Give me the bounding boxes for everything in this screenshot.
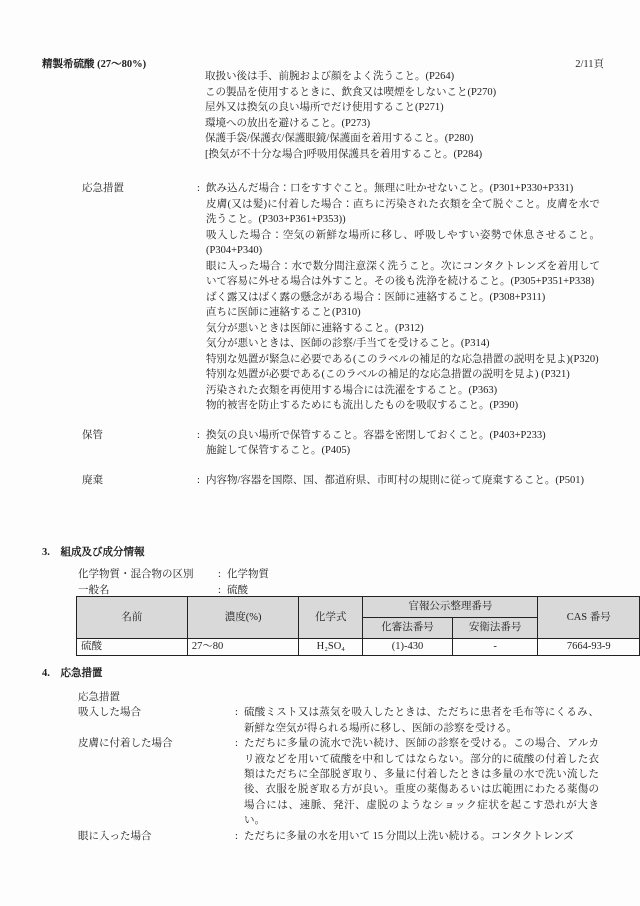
first-aid-item-label: 皮膚に付着した場合 [78,738,173,750]
precaution-statements-block [205,69,600,162]
col-header-anei-law: 安衛法番号 [452,618,538,639]
statement-line: 施錠して保管すること。(P405) [206,445,351,456]
section-title: 組成及び成分情報 [60,547,145,558]
first-aid-item-label: 吸入した場合 [78,707,141,719]
precaution-line: 取扱い後は手、前腕および顔をよく洗うこと。(P264) [205,71,455,82]
composition-table [76,596,640,656]
statement-list [206,181,600,414]
precaution-line: この製品を使用するときに、飲食又は喫煙をしないこと(P270) [205,86,497,98]
storage-row [82,428,600,459]
statement-list [206,473,600,489]
statement-line: 換気の良い場所で保管すること。容器を密閉しておくこと。(P403+P233) [206,429,546,441]
statement-line: 飲み込んだ場合：口をすすぐこと。無理に吐かせないこと。(P301+P330+P331) [206,183,574,194]
label-statement-rows [82,181,600,502]
col-header-kashin-law: 化審法番号 [363,618,453,639]
field-value: 硫酸 [227,584,248,596]
cell-anei-number: - [452,639,538,656]
row-colon: : [197,429,200,441]
statement-line: 直ちに医師に連絡すること(P310) [206,307,361,318]
first-aid-item-text: 硫酸ミスト又は蒸気を吸入したときは、ただちに患者を毛布等にくるみ、新鮮な空気が得られる場所に移し、医師の診察を受ける。 [244,707,599,734]
col-header-gazette-number: 官報公示整理番号 [363,597,538,618]
disposal-row [82,473,600,489]
cell-concentration: 27～80 [187,639,299,656]
section-number: 4. [42,668,50,679]
cell-formula: H₂SO₄ [299,639,363,656]
statement-line: 汚染された衣類を再使用する場合には洗濯をすること。(P363) [206,384,498,396]
precaution-line: 保護手袋/保護衣/保護眼鏡/保護面を着用すること。(P280) [205,133,474,144]
section4-heading [42,666,103,682]
field-label: 一般名 [78,584,110,596]
precaution-line: [換気が不十分な場合]呼吸用保護具を着用すること。(P284) [205,148,483,160]
cell-kashin-number: (1)-430 [363,639,453,656]
col-header-name: 名前 [77,597,188,639]
statement-line: 内容物/容器を国際、国、都道府県、市町村の規則に従って廃棄すること。(P501) [206,474,584,486]
statement-line: 眼に入った場合：水で数分間注意深く洗うこと。次にコンタクトレンズを着用していて容易に外せる場合は外すこと。その後も洗浄を続けること。(P305+P351+P338) [206,260,600,287]
field-row [78,567,598,583]
col-header-cas: CAS 番号 [538,597,640,639]
row-label: 保管 [82,429,103,441]
statement-line: 気分が悪いときは医師に連絡すること。(P312) [206,322,424,334]
section3-heading [42,545,145,561]
first-aid-subheading: 応急措置 [78,692,120,703]
row-colon: : [197,183,200,194]
col-header-concentration: 濃度(%) [187,597,299,639]
first-aid-item [78,736,599,828]
first-aid-item [78,829,599,844]
statement-line: 特別な処置が必要である(このラベルの補足的な応急措置の説明を見よ) (P321) [206,369,570,380]
row-label: 応急措置 [82,183,124,194]
statement-line: 吸入した場合：空気の新鮮な場所に移し、呼吸しやすい姿勢で休息させること。(P304+P340) [206,229,600,256]
statement-line: ばく露又はばく露の懸念がある場合：医師に連絡すること。(P308+P311) [206,291,546,303]
first-aid-item-colon: : [235,830,238,842]
row-label: 廃棄 [82,474,103,486]
statement-line: 気分が悪いときは、医師の診察/手当てを受けること。(P314) [206,338,490,349]
section-title: 応急措置 [60,668,103,679]
first-aid-item-colon: : [235,707,238,719]
composition-table-wrap [76,596,640,656]
precaution-line: 環境への放出を避けること。(P273) [205,117,371,129]
statement-line: 皮膚(又は髪)に付着した場合：直ちに汚染された衣類を全て脱ぐこと。皮膚を水で洗うこと。(P303+P361+P353)) [206,198,600,225]
first-aid-row [82,181,600,414]
cell-cas-number: 7664-93-9 [538,639,640,656]
composition-fields [78,567,598,599]
page-number: 2/11頁 [575,59,604,70]
product-name: 精製希硫酸 (27～80%) [42,59,147,70]
table-row [77,639,640,656]
field-colon: : [218,584,221,596]
first-aid-item [78,705,599,736]
first-aid-item-colon: : [235,738,238,750]
first-aid-item-text: ただちに多量の水を用いて 15 分間以上洗い続ける。コンタクトレンズ [244,830,574,842]
row-colon: : [197,474,200,486]
first-aid-item-label: 眼に入った場合 [78,830,152,842]
field-colon: : [218,569,221,580]
section-number: 3. [42,547,50,558]
col-header-formula: 化学式 [299,597,363,639]
cell-name: 硫酸 [77,639,188,656]
statement-line: 特別な処置が緊急に必要である(このラベルの補足的な応急措置の説明を見よ)(P320) [206,353,599,365]
first-aid-item-text: ただちに多量の流水で洗い続け、医師の診察を受ける。この場合、アルカリ液などを用いて硫酸を中和してはならない。部分的に硫酸の付着した衣類はただちに全部脱ぎ取り、多量に付着したときは多量の水で洗い流した後、衣服を脱ぎ取る方が良い。重度の薬傷あるいは広範囲にわたる薬傷の場合には、速脈、発汗、虚脱のようなショック症状を起こす恐れが大きい。 [244,738,599,827]
first-aid-items [78,705,599,844]
statement-list [206,428,600,459]
first-aid-measures-block [78,690,599,844]
field-label: 化学物質・混合物の区別 [78,569,194,580]
precaution-line: 屋外又は換気の良い場所でだけ使用すること(P271) [205,102,444,113]
statement-line: 物的被害を防止するためにも流出したものを吸収すること。(P390) [206,400,519,411]
field-value: 化学物質 [227,569,269,580]
